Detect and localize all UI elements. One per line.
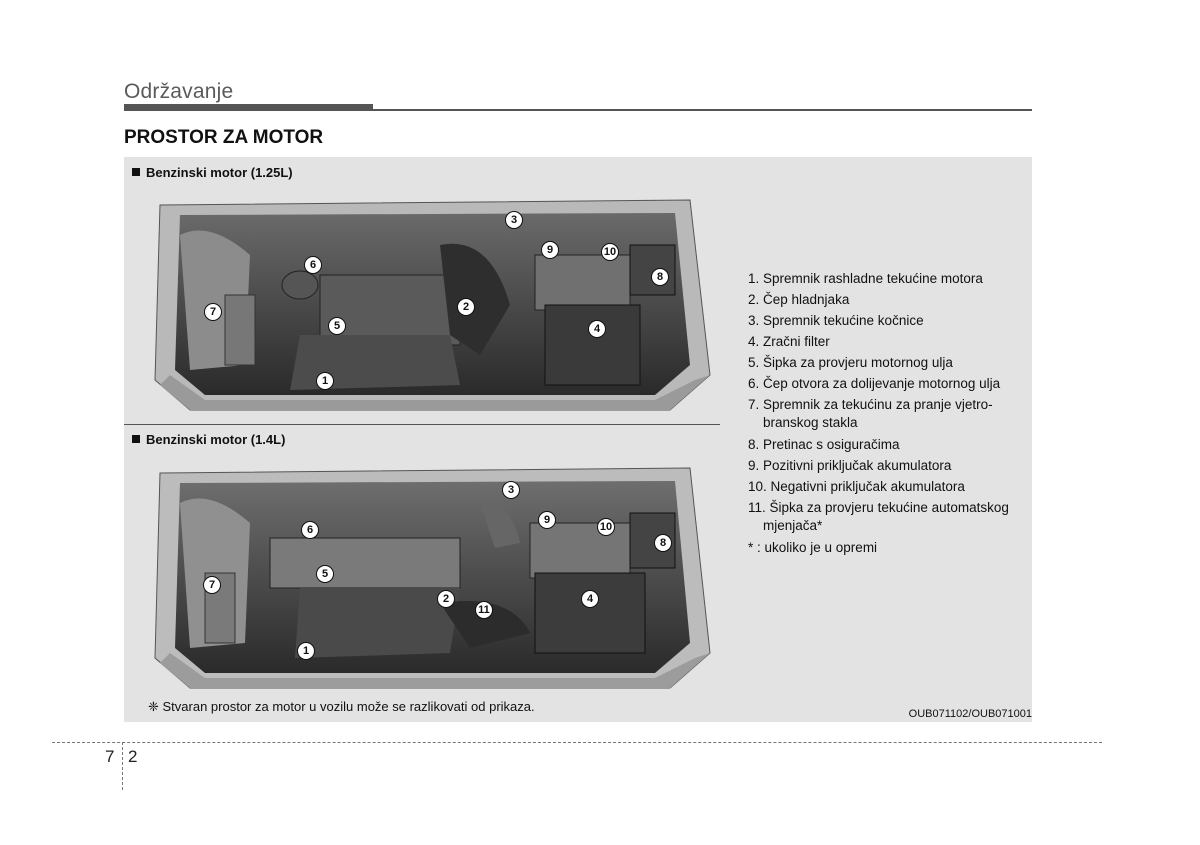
callout-10: 10 bbox=[597, 518, 615, 536]
footer-page-number: 2 bbox=[128, 747, 138, 766]
callout-5: 5 bbox=[316, 565, 334, 583]
legend-item-continuation: branskog stakla bbox=[763, 415, 858, 430]
callout-1: 1 bbox=[297, 642, 315, 660]
callout-4: 4 bbox=[581, 590, 599, 608]
legend-item bbox=[748, 394, 1028, 431]
figure-1-subhead bbox=[132, 165, 293, 180]
callout-11: 11 bbox=[475, 601, 493, 619]
callout-2: 2 bbox=[437, 590, 455, 608]
callout-7: 7 bbox=[204, 303, 222, 321]
figure-2-subhead bbox=[132, 432, 285, 447]
section-title: PROSTOR ZA MOTOR bbox=[124, 127, 324, 148]
callout-8: 8 bbox=[651, 268, 669, 286]
bullet-square-icon bbox=[132, 168, 140, 176]
legend-item: * : ukoliko je u opremi bbox=[748, 540, 878, 555]
figure-divider bbox=[124, 424, 720, 425]
callout-10: 10 bbox=[601, 243, 619, 261]
callout-7: 7 bbox=[203, 576, 221, 594]
callout-6: 6 bbox=[301, 521, 319, 539]
bullet-square-icon bbox=[132, 435, 140, 443]
callout-1: 1 bbox=[316, 372, 334, 390]
callout-8: 8 bbox=[654, 534, 672, 552]
callout-6: 6 bbox=[304, 256, 322, 274]
callout-3: 3 bbox=[502, 481, 520, 499]
legend-item bbox=[748, 497, 1028, 534]
legend-item: 8. Pretinac s osiguračima bbox=[748, 437, 900, 452]
legend-item: 5. Šipka za provjeru motornog ulja bbox=[748, 355, 953, 370]
image-code: OUB071102/OUB071001 bbox=[908, 708, 1032, 720]
footer-dashed-line bbox=[52, 742, 1102, 743]
chapter-title: Održavanje bbox=[124, 80, 234, 103]
legend-item: 9. Pozitivni priključak akumulatora bbox=[748, 458, 952, 473]
engine-bay-illustration-2 bbox=[150, 453, 715, 693]
callout-2: 2 bbox=[457, 298, 475, 316]
legend-item: 4. Zračni filter bbox=[748, 334, 830, 349]
header-rule-thick bbox=[124, 104, 373, 111]
footer-dashed-divider bbox=[122, 742, 123, 790]
header-rule-thin bbox=[373, 109, 1032, 111]
legend-item: 6. Čep otvora za dolijevanje motornog ulja bbox=[748, 376, 1001, 391]
callout-9: 9 bbox=[538, 511, 556, 529]
callout-4: 4 bbox=[588, 320, 606, 338]
component-legend bbox=[748, 268, 1028, 558]
legend-item: 1. Spremnik rashladne tekućine motora bbox=[748, 271, 983, 286]
legend-item: 3. Spremnik tekućine kočnice bbox=[748, 313, 924, 328]
callout-9: 9 bbox=[541, 241, 559, 259]
callout-3: 3 bbox=[505, 211, 523, 229]
legend-item: 10. Negativni priključak akumulatora bbox=[748, 479, 965, 494]
callout-5: 5 bbox=[328, 317, 346, 335]
disclaimer-note: ❈ Stvaran prostor za motor u vozilu može se razlikovati od prikaza. bbox=[148, 699, 535, 714]
legend-item: 2. Čep hladnjaka bbox=[748, 292, 850, 307]
figure-2-subhead-text: Benzinski motor (1.4L) bbox=[146, 432, 286, 447]
footer-chapter-number: 7 bbox=[105, 747, 115, 766]
legend-item-line: 7. Spremnik za tekućinu za pranje vjetro- bbox=[748, 397, 993, 412]
legend-item-continuation: mjenjača* bbox=[763, 518, 823, 533]
engine-bay-illustration-1 bbox=[150, 185, 715, 413]
legend-item-line: 11. Šipka za provjeru tekućine automatskog bbox=[748, 500, 1009, 515]
figure-1-subhead-text: Benzinski motor (1.25L) bbox=[146, 165, 293, 180]
